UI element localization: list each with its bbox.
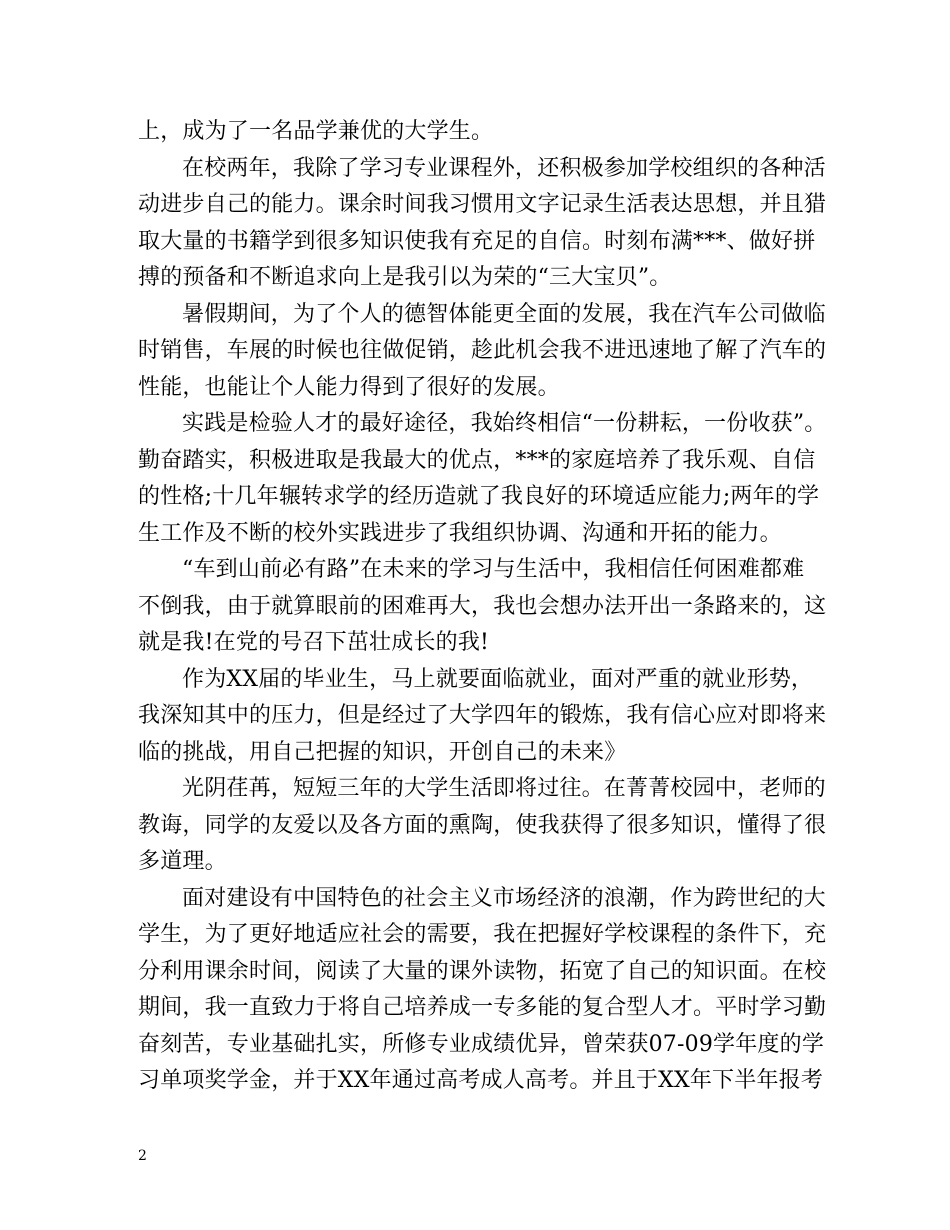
text-line: 上，成为了一名品学兼优的大学生。 <box>138 119 494 144</box>
text-line: 不倒我，由于就算眼前的困难再大，我也会想办法开出一条路来的，这 <box>138 593 827 619</box>
paragraph <box>138 406 827 552</box>
text-line: 暑假期间，为了个人的德智体能更全面的发展，我在汽车公司做临 <box>182 301 826 327</box>
text-line: “车到山前必有路”在未来的学习与生活中，我相信任何困难都难 <box>182 557 805 582</box>
text-line: 我深知其中的压力，但是经过了大学四年的锻炼，我有信心应对即将来 <box>138 703 827 728</box>
text-line: 取大量的书籍学到很多知识使我有充足的自信。时刻布满***、做好拼 <box>138 228 816 254</box>
text-line: 教诲，同学的友爱以及各方面的熏陶，使我获得了很多知识，懂得了很 <box>138 812 827 838</box>
paragraph <box>138 771 827 881</box>
text-line: 动进步自己的能力。课余时间我习惯用文字记录生活表达思想，并且猎 <box>138 192 827 217</box>
text-line: 在校两年，我除了学习专业课程外，还积极参加学校组织的各种活 <box>182 155 826 181</box>
paragraph <box>138 881 827 1100</box>
text-line: 实践是检验人才的最好途径，我始终相信“一份耕耘，一份收获”。 <box>182 411 827 436</box>
text-line: 作为XX届的毕业生，马上就要面临就业，面对严重的就业形势， <box>182 666 814 692</box>
document-body <box>138 114 827 1100</box>
paragraph <box>138 297 827 407</box>
text-line: 期间，我一直致力于将自己培养成一专多能的复合型人才。平时学习勤 <box>138 995 827 1020</box>
text-line: 分利用课余时间，阅读了大量的课外读物，拓宽了自己的知识面。在校 <box>138 958 827 984</box>
text-line: 光阴荏苒，短短三年的大学生活即将过往。在菁菁校园中，老师的 <box>182 776 826 801</box>
text-line: 生工作及不断的校外实践进步了我组织协调、沟通和开拓的能力。 <box>138 520 782 546</box>
paragraph <box>138 151 827 297</box>
text-line: 性能，也能让个人能力得到了很好的发展。 <box>138 374 560 400</box>
text-line: 面对建设有中国特色的社会主义市场经济的浪潮，作为跨世纪的大 <box>182 885 826 911</box>
text-line: 就是我!在党的号召下茁壮成长的我! <box>138 630 490 655</box>
text-line: 多道理。 <box>138 849 227 874</box>
text-line: 奋刻苦，专业基础扎实，所修专业成绩优异，曾荣获07-09学年度的学 <box>138 1031 825 1057</box>
text-line: 搏的预备和不断追求向上是我引以为荣的“三大宝贝”。 <box>138 265 672 290</box>
paragraph <box>138 662 827 772</box>
text-line: 的性格;十几年辗转求学的经历造就了我良好的环境适应能力;两年的学 <box>138 484 820 509</box>
page-number: 2 <box>138 1148 147 1164</box>
text-line: 习单项奖学金，并于XX年通过高考成人高考。并且于XX年下半年报考 <box>138 1068 824 1093</box>
text-line: 临的挑战，用自己把握的知识，开创自己的未来》 <box>138 739 627 765</box>
text-line: 学生，为了更好地适应社会的需要，我在把握好学校课程的条件下，充 <box>138 922 827 947</box>
paragraph <box>138 114 814 151</box>
text-line: 勤奋踏实，积极进取是我最大的优点，***的家庭培养了我乐观、自信 <box>138 447 816 473</box>
paragraph <box>138 552 827 662</box>
text-line: 时销售，车展的时候也往做促销，趁此机会我不进迅速地了解了汽车的 <box>138 338 827 363</box>
